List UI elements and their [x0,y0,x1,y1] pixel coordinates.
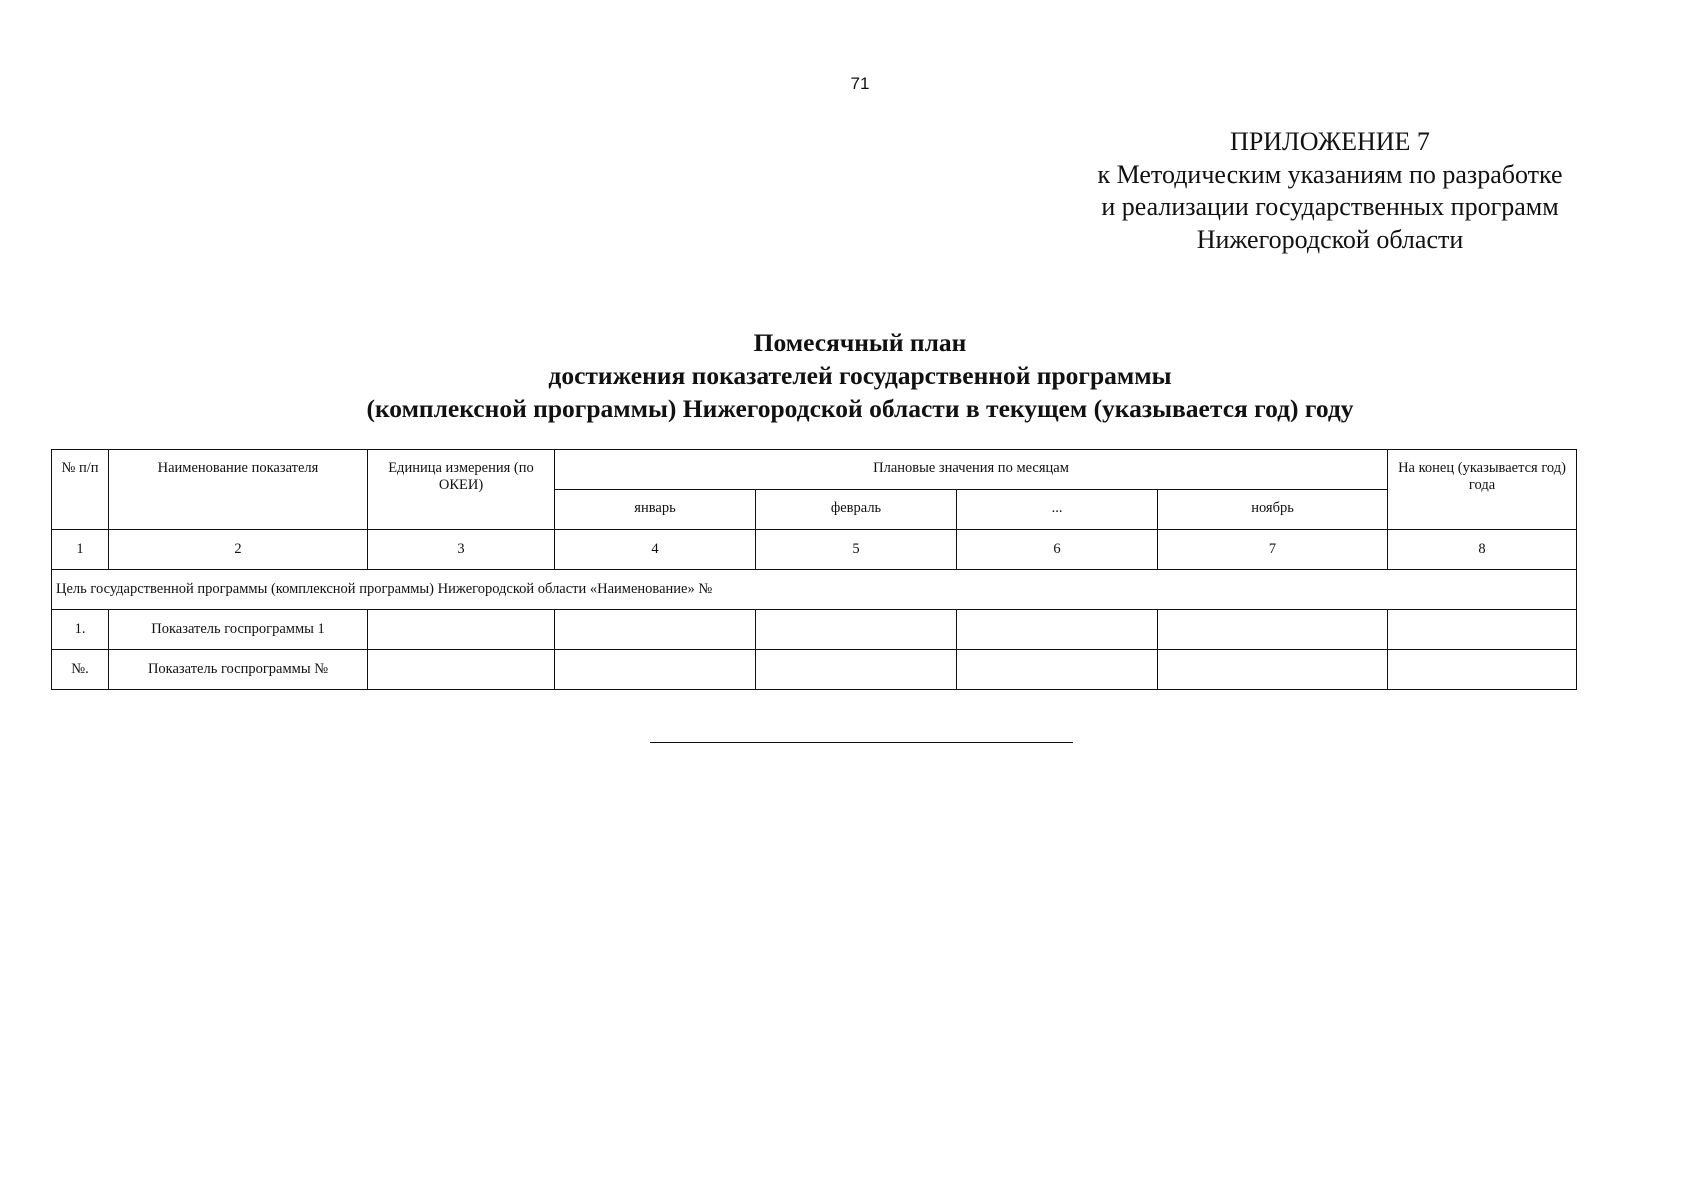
goal-cell: Цель государственной программы (комплексной программы) Нижегородской области «Наименование» № [52,570,1577,610]
appendix-line: ПРИЛОЖЕНИЕ 7 [1230,127,1430,156]
header-month: февраль [756,490,957,530]
header-month: ноябрь [1158,490,1388,530]
header-end-of-year: На конец (указывается год) года [1388,450,1577,530]
title-line: (комплексной программы) Нижегородской области в текущем (указывается год) году [366,394,1354,423]
row-indicator-name: Показатель госпрограммы № [109,650,368,690]
row-cell-empty [1158,650,1388,690]
column-number: 2 [109,530,368,570]
table-row [52,610,1577,650]
header-row [52,450,1577,490]
document-title [0,326,1697,425]
column-number: 6 [957,530,1158,570]
column-numbers-row [52,530,1577,570]
header-month: ... [957,490,1158,530]
row-cell-empty [756,650,957,690]
row-cell-empty [957,610,1158,650]
row-indicator-name: Показатель госпрограммы 1 [109,610,368,650]
column-number: 8 [1388,530,1577,570]
column-number: 7 [1158,530,1388,570]
page-number: 71 [850,74,870,93]
appendix-line: и реализации государственных программ [1101,192,1559,221]
title-line: достижения показателей государственной программы [548,361,1172,390]
goal-row [52,570,1577,610]
column-number: 1 [52,530,109,570]
row-cell-empty [1388,650,1577,690]
footer-rule [650,742,1073,743]
table-row [52,650,1577,690]
header-planned-values: Плановые значения по месяцам [555,450,1388,490]
header-month: январь [555,490,756,530]
row-cell-empty [756,610,957,650]
appendix-line: Нижегородской области [1196,224,1464,254]
header-num: № п/п [52,450,109,530]
title-line: Помесячный план [753,328,967,357]
row-cell-empty [368,650,555,690]
row-cell-empty [957,650,1158,690]
row-cell-empty [368,610,555,650]
row-cell-empty [555,610,756,650]
appendix-header [1000,126,1660,256]
row-cell-empty [1388,610,1577,650]
column-number: 3 [368,530,555,570]
row-cell-empty [1158,610,1388,650]
header-unit: Единица измерения (по ОКЕИ) [368,450,555,530]
row-num: №. [52,650,109,690]
column-number: 5 [756,530,957,570]
appendix-line: к Методическим указаниям по разработке [1097,159,1563,189]
row-num: 1. [52,610,109,650]
monthly-plan-table [51,449,1577,690]
column-number: 4 [555,530,756,570]
row-cell-empty [555,650,756,690]
header-name: Наименование показателя [109,450,368,530]
